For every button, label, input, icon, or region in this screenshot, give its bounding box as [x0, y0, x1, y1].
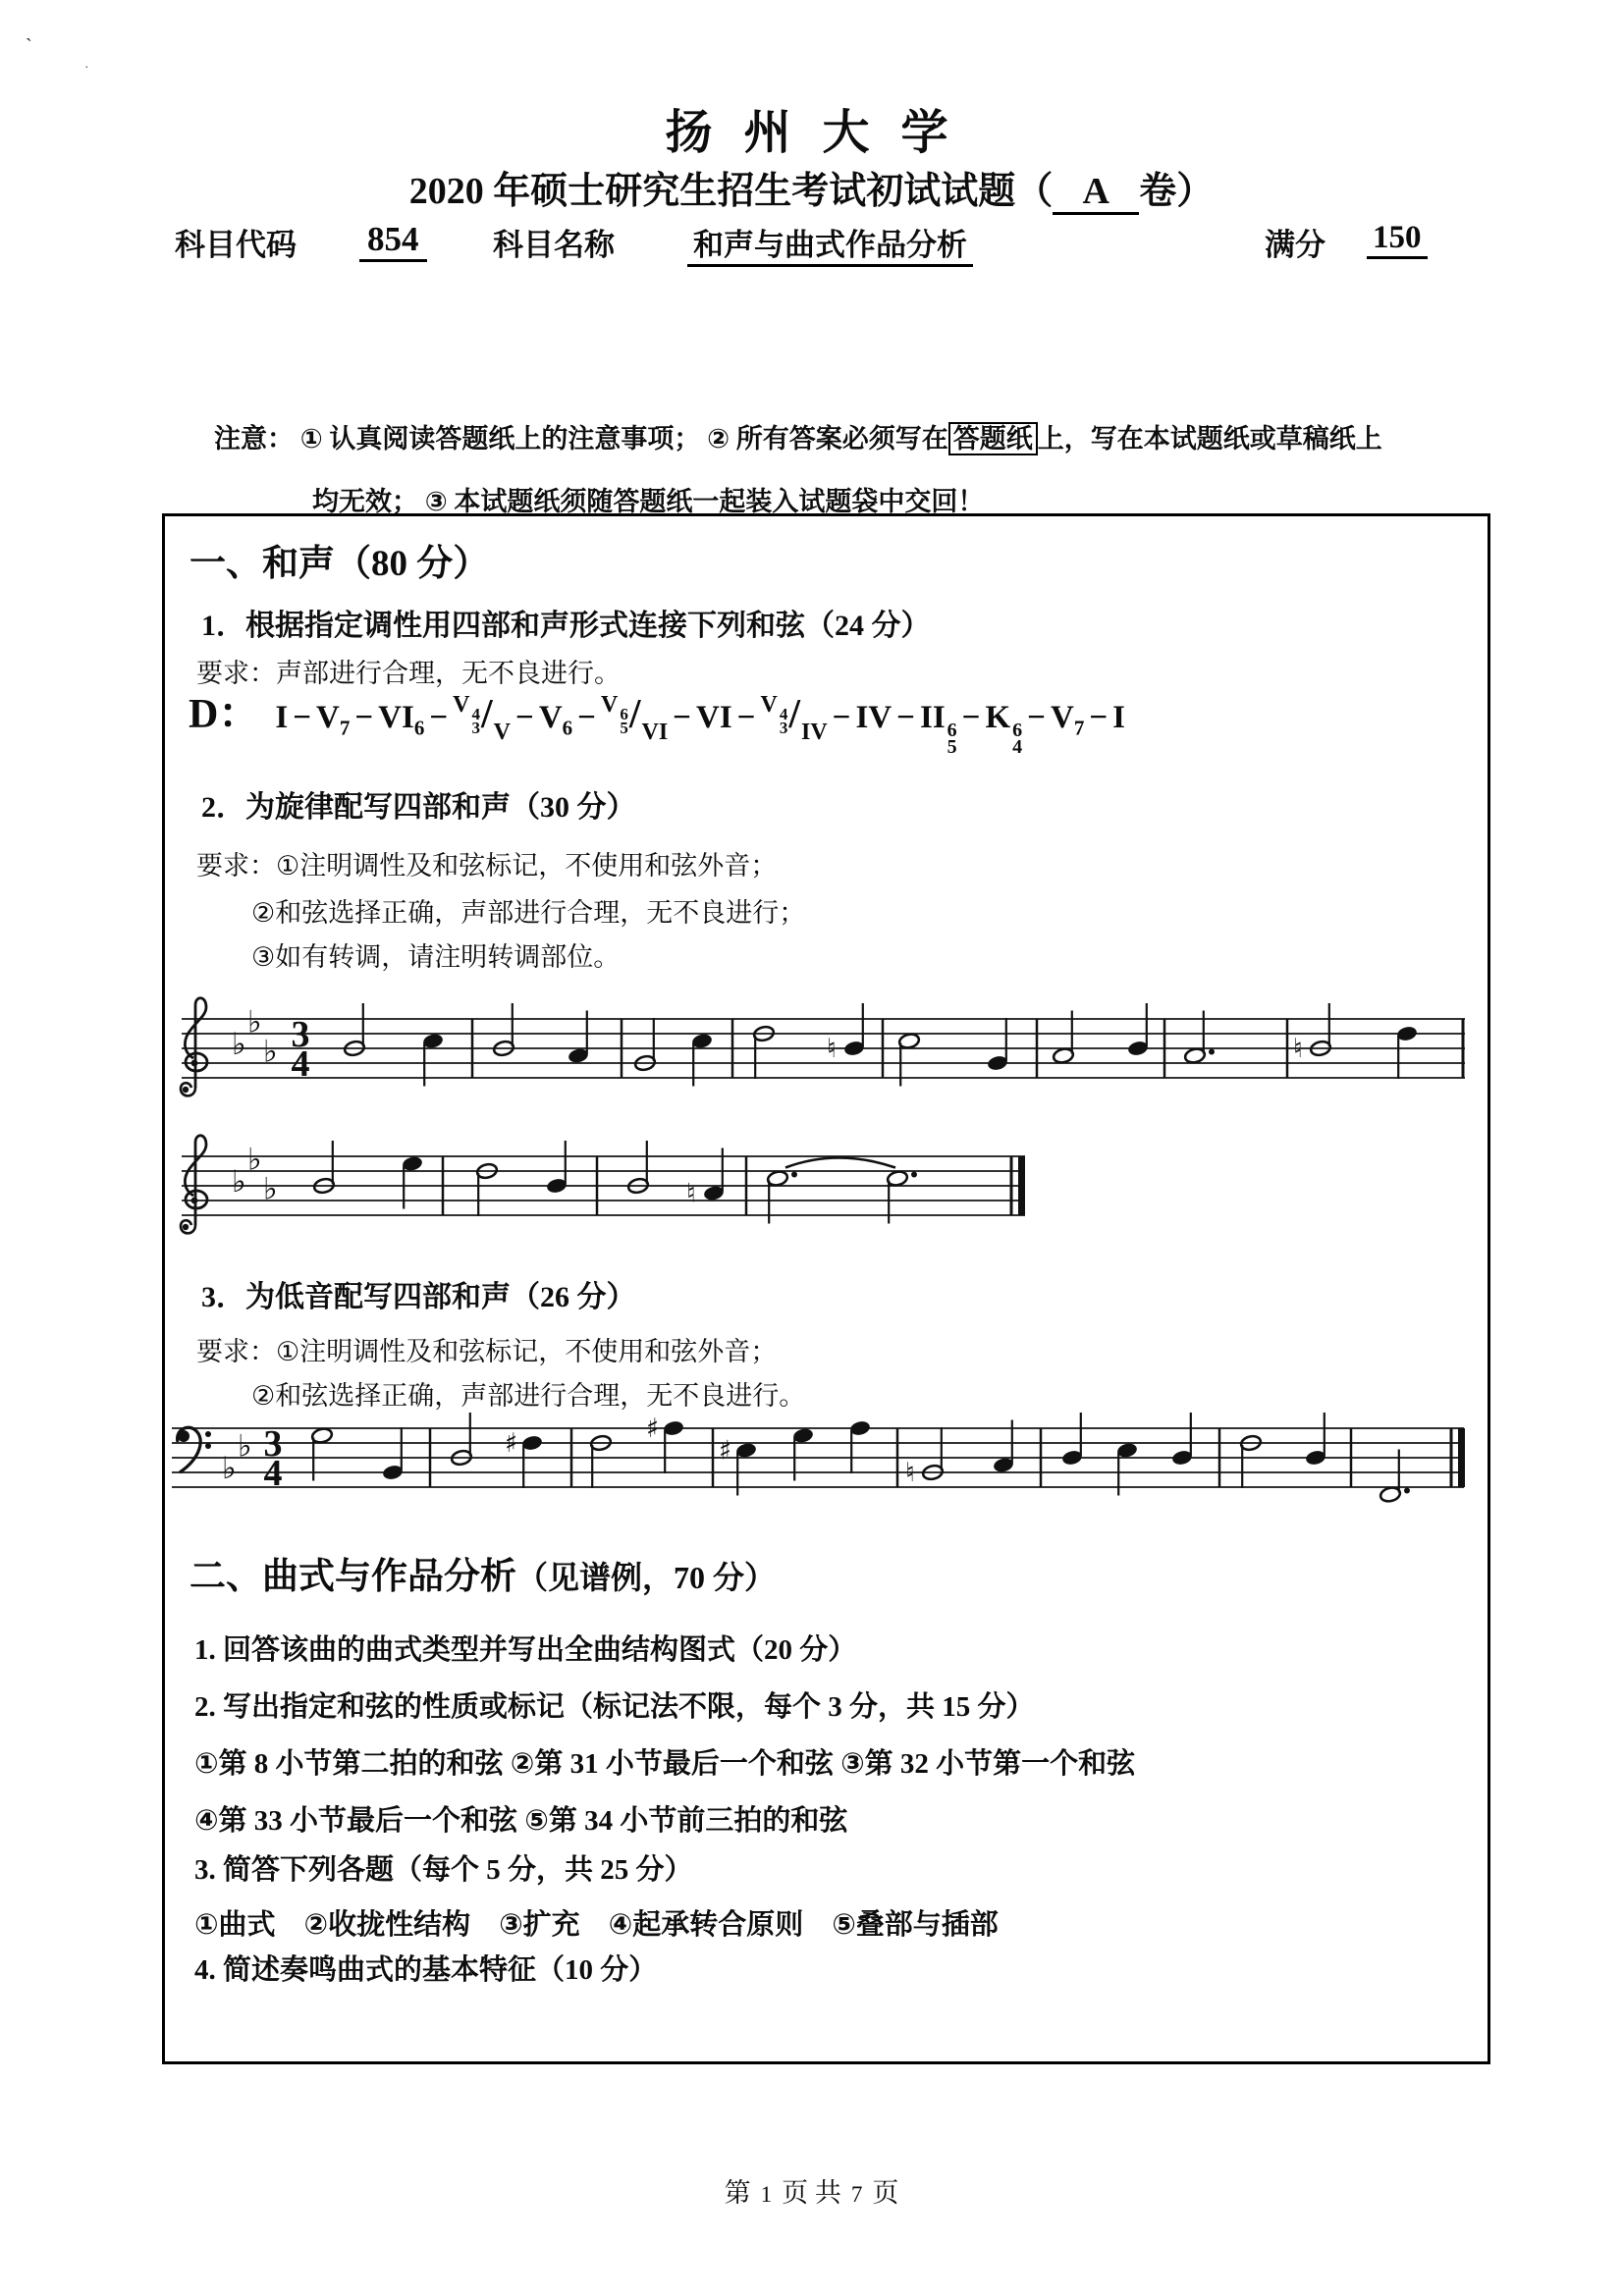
section2-item-2: 2. 写出指定和弦的性质或标记（标记法不限，每个 3 分，共 15 分） — [194, 1691, 1035, 1723]
bass-clef-icon — [205, 1443, 211, 1449]
chord-token: 6 5 — [947, 720, 957, 758]
section2-item-3: ①第 8 小节第二拍的和弦 ②第 31 小节最后一个和弦 ③第 32 小节第一个和弦 — [194, 1748, 1136, 1780]
music-staff-melody-2 — [167, 1109, 1051, 1271]
exam-title — [0, 160, 1623, 215]
section2-heading-main: 二、曲式与作品分析 — [189, 1557, 516, 1597]
treble-clef-icon — [191, 1060, 198, 1067]
footer-pre: 第 — [724, 2178, 751, 2208]
page-footer — [0, 2171, 1623, 2210]
section2-item-4: ④第 33 小节最后一个和弦 ⑤第 34 小节前三拍的和弦 — [194, 1805, 848, 1837]
footer-total-pages: 7 — [850, 2182, 863, 2207]
time-signature: 3 — [263, 1423, 283, 1465]
chord-token: IV — [855, 700, 893, 735]
sharp-sign-icon: ♯ — [719, 1435, 732, 1467]
section2-item-7: 4. 简述奏鸣曲式的基本特征（10 分） — [194, 1954, 658, 1986]
treble-clef-icon — [183, 1087, 189, 1093]
q2-requirement-2: ②和弦选择正确，声部进行合理，无不良进行； — [251, 898, 806, 928]
flat-sign-icon: ♭ — [232, 1027, 246, 1062]
flat-sign-icon: ♭ — [238, 1428, 252, 1465]
scan-artifact: ` — [26, 35, 32, 57]
chord-token: / — [481, 692, 493, 737]
chord-token: $VI_6$ — [378, 700, 425, 740]
full-score-value: 150 — [1367, 220, 1428, 259]
treble-clef-icon — [185, 1136, 206, 1225]
treble-clef-icon — [191, 1198, 198, 1204]
chord-token: V 4 3 — [453, 692, 480, 737]
chord-token: / — [628, 692, 641, 737]
natural-sign-icon: ♮ — [1293, 1034, 1303, 1064]
section2-item-1: 1. 回答该曲的曲式类型并写出全曲结构图式（20 分） — [194, 1634, 857, 1666]
footer-post: 页 — [872, 2178, 899, 2208]
chord-token: IV — [801, 720, 828, 745]
chord-token: K 6 4 — [985, 700, 1023, 758]
flat-sign-icon: ♭ — [263, 1171, 278, 1207]
notice-boxed-word: 答题纸 — [948, 422, 1038, 455]
treble-clef-icon — [183, 1224, 189, 1230]
chord-token: 6 4 — [1012, 720, 1023, 758]
notice-line1-post: 上，写在本试题纸或草稿纸上 — [1037, 424, 1382, 454]
chord-token: $V_7$ — [316, 700, 351, 740]
chord-token — [760, 692, 828, 745]
bass-clef-icon — [205, 1431, 211, 1437]
subject-code-label: 科目代码 — [175, 228, 297, 262]
chord-token: − — [293, 700, 311, 735]
music-staff-bass — [157, 1381, 1483, 1543]
section2-heading-paren: （见谱例，70 分） — [516, 1560, 777, 1595]
exam-title-pre: 2020 年硕士研究生招生考试初试试题（ — [408, 171, 1054, 212]
section2-item-6: ①曲式 ②收拢性结构 ③扩充 ④起承转合原则 ⑤叠部与插部 — [194, 1909, 999, 1941]
augmentation-dot — [791, 1172, 797, 1178]
flat-sign-icon: ♭ — [263, 1034, 278, 1070]
chord-token: $V_7$ — [1050, 700, 1085, 740]
chord-token: − — [736, 700, 756, 735]
q1-title: 1．根据指定调性用四部和声形式连接下列和弦（24 分） — [201, 610, 931, 642]
q2-requirement-1: 要求：①注明调性及和弦标记，不使用和弦外音； — [196, 851, 778, 881]
chord-token: 6 5 — [620, 705, 628, 737]
chord-token: V — [493, 720, 512, 745]
chord-token: 4 3 — [471, 705, 480, 737]
subject-name-label: 科目名称 — [493, 228, 615, 262]
chord-token: II 6 5 — [919, 700, 957, 758]
exam-title-post: 卷） — [1139, 171, 1215, 212]
chord-token: − — [1027, 700, 1046, 735]
flat-sign-icon: ♭ — [247, 1004, 262, 1041]
chord-token: − — [429, 700, 449, 735]
chord-token: − — [515, 700, 534, 735]
chord-token: V 6 5 — [600, 692, 628, 737]
subject-code-value: 854 — [359, 220, 427, 262]
chord-token: − — [354, 700, 374, 735]
chord-token: $V_6$ — [538, 700, 573, 740]
chord-token: V 4 3 — [760, 692, 788, 737]
chord-token: / — [788, 692, 800, 737]
notice-line-1 — [214, 417, 1382, 455]
time-signature: 3 — [291, 1014, 310, 1055]
augmentation-dot — [1404, 1488, 1410, 1494]
augmentation-dot — [1209, 1049, 1215, 1055]
subject-name-value: 和声与曲式作品分析 — [687, 220, 973, 267]
chord-token — [600, 692, 669, 745]
time-signature: 4 — [263, 1453, 283, 1494]
q2-requirement-3: ③如有转调，请注明转调部位。 — [251, 942, 621, 972]
chord-token: I — [275, 700, 289, 735]
chord-tokens — [275, 692, 1125, 758]
chord-token: − — [961, 700, 981, 735]
flat-sign-icon: ♭ — [247, 1142, 262, 1178]
section2-item-5: 3. 简答下列各题（每个 5 分，共 25 分） — [194, 1854, 693, 1886]
chord-token: − — [673, 700, 691, 735]
notice-line-2: 均无效； ③ 本试题纸须随答题纸一起装入试题袋中交回！ — [312, 487, 985, 516]
chord-token: − — [1089, 700, 1109, 735]
tie-arc — [785, 1158, 895, 1168]
time-signature: 4 — [291, 1043, 310, 1085]
flat-sign-icon: ♭ — [222, 1451, 237, 1486]
scan-artifact: · — [84, 61, 89, 76]
section2-heading — [189, 1546, 776, 1599]
chord-token: I — [1112, 700, 1125, 735]
q3-title: 3．为低音配写四部和声（26 分） — [201, 1281, 636, 1313]
footer-page-number: 1 — [760, 2182, 773, 2207]
flat-sign-icon: ♭ — [232, 1164, 246, 1200]
full-score-label: 满分 — [1265, 228, 1325, 262]
final-barline-thick — [1018, 1156, 1025, 1215]
natural-sign-icon: ♮ — [686, 1178, 696, 1209]
natural-sign-icon: ♮ — [827, 1034, 837, 1064]
q1-requirement: 要求：声部进行合理，无不良进行。 — [196, 659, 621, 688]
sharp-sign-icon: ♯ — [646, 1414, 660, 1444]
q3-requirement-2: ②和弦选择正确，声部进行合理，无不良进行。 — [251, 1381, 806, 1411]
chord-token: − — [896, 700, 915, 735]
augmentation-dot — [911, 1172, 917, 1178]
natural-sign-icon: ♮ — [905, 1458, 915, 1488]
chord-token: 4 3 — [779, 705, 788, 737]
university-title: 扬 州 大 学 — [665, 107, 958, 159]
key-label: D： — [189, 692, 260, 737]
chord-progression — [189, 681, 1125, 756]
paper-variant: A — [1053, 173, 1139, 215]
chord-token: VI — [695, 700, 732, 735]
q2-title: 2．为旋律配写四部和声（30 分） — [201, 791, 636, 824]
section1-heading: 一、和声（80 分） — [189, 544, 490, 584]
q3-requirement-1: 要求：①注明调性及和弦标记，不使用和弦外音； — [196, 1337, 778, 1366]
treble-clef-icon — [185, 998, 206, 1088]
footer-mid: 页 共 — [782, 2178, 841, 2208]
notice-line1-pre: 注意： ① 认真阅读答题纸上的注意事项； ② 所有答案必须写在 — [214, 424, 948, 454]
chord-token: − — [832, 700, 851, 735]
chord-token: VI — [641, 720, 669, 745]
final-barline-thick — [1458, 1428, 1465, 1487]
chord-token — [453, 692, 512, 745]
chord-token: − — [577, 700, 596, 735]
sharp-sign-icon: ♯ — [505, 1428, 518, 1459]
